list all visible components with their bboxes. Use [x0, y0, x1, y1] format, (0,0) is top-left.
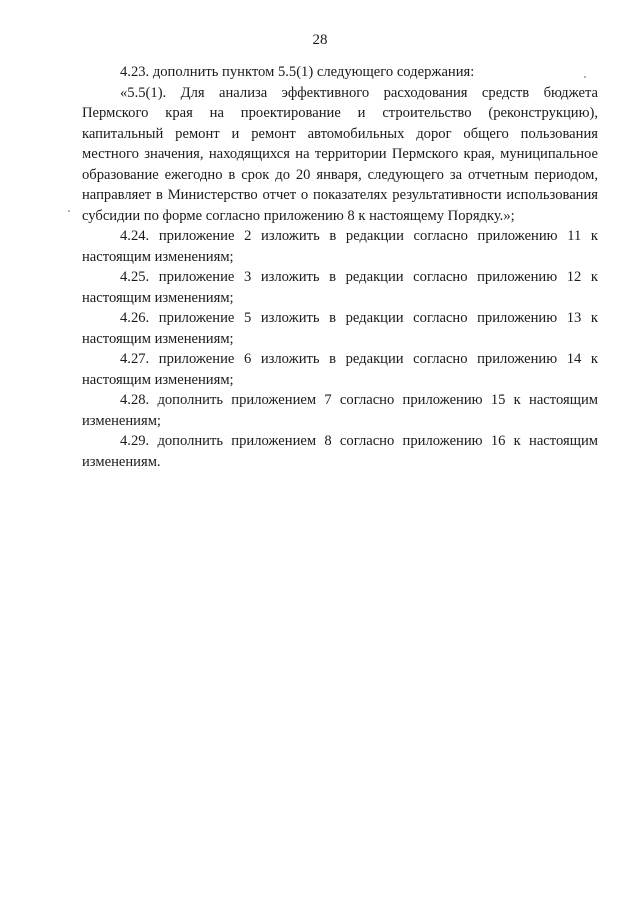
- paragraph-4-23: 4.23. дополнить пунктом 5.5(1) следующего содержания:: [120, 64, 475, 80]
- paragraph-4-26: 4.26. приложение 5 изложить в редакции согласно приложению 13 к настоящим изменениям;: [82, 310, 598, 347]
- scan-speck: [68, 210, 70, 212]
- scan-speck: [584, 76, 586, 78]
- document-body: [82, 62, 598, 472]
- page-number: 28: [312, 32, 328, 48]
- paragraph-4-24: 4.24. приложение 2 изложить в редакции согласно приложению 11 к настоящим изменениям;: [82, 228, 598, 265]
- paragraph-4-25: 4.25. приложение 3 изложить в редакции согласно приложению 12 к настоящим изменениям;: [82, 269, 598, 306]
- paragraph-4-29: 4.29. дополнить приложением 8 согласно приложению 16 к настоящим изменениям.: [82, 433, 598, 470]
- paragraph-5-5-1-quote: «5.5(1). Для анализа эффективного расходования средств бюджета Пермского края на проектирование и строительство (реконструкцию), капитальный ремонт и ремонт автомобильных дорог общего пользования местного значения, находящихся на территории Пермского края, муниципальное образование ежегодно в срок до 20 января, следующего за отчетным периодом, направляет в Министерство отчет о показателях результативности использования субсидии по форме согласно приложению 8 к настоящему Порядку.»;: [82, 84, 598, 224]
- paragraph-4-27: 4.27. приложение 6 изложить в редакции согласно приложению 14 к настоящим изменениям;: [82, 351, 598, 388]
- paragraph-4-28: 4.28. дополнить приложением 7 согласно приложению 15 к настоящим изменениям;: [82, 392, 598, 429]
